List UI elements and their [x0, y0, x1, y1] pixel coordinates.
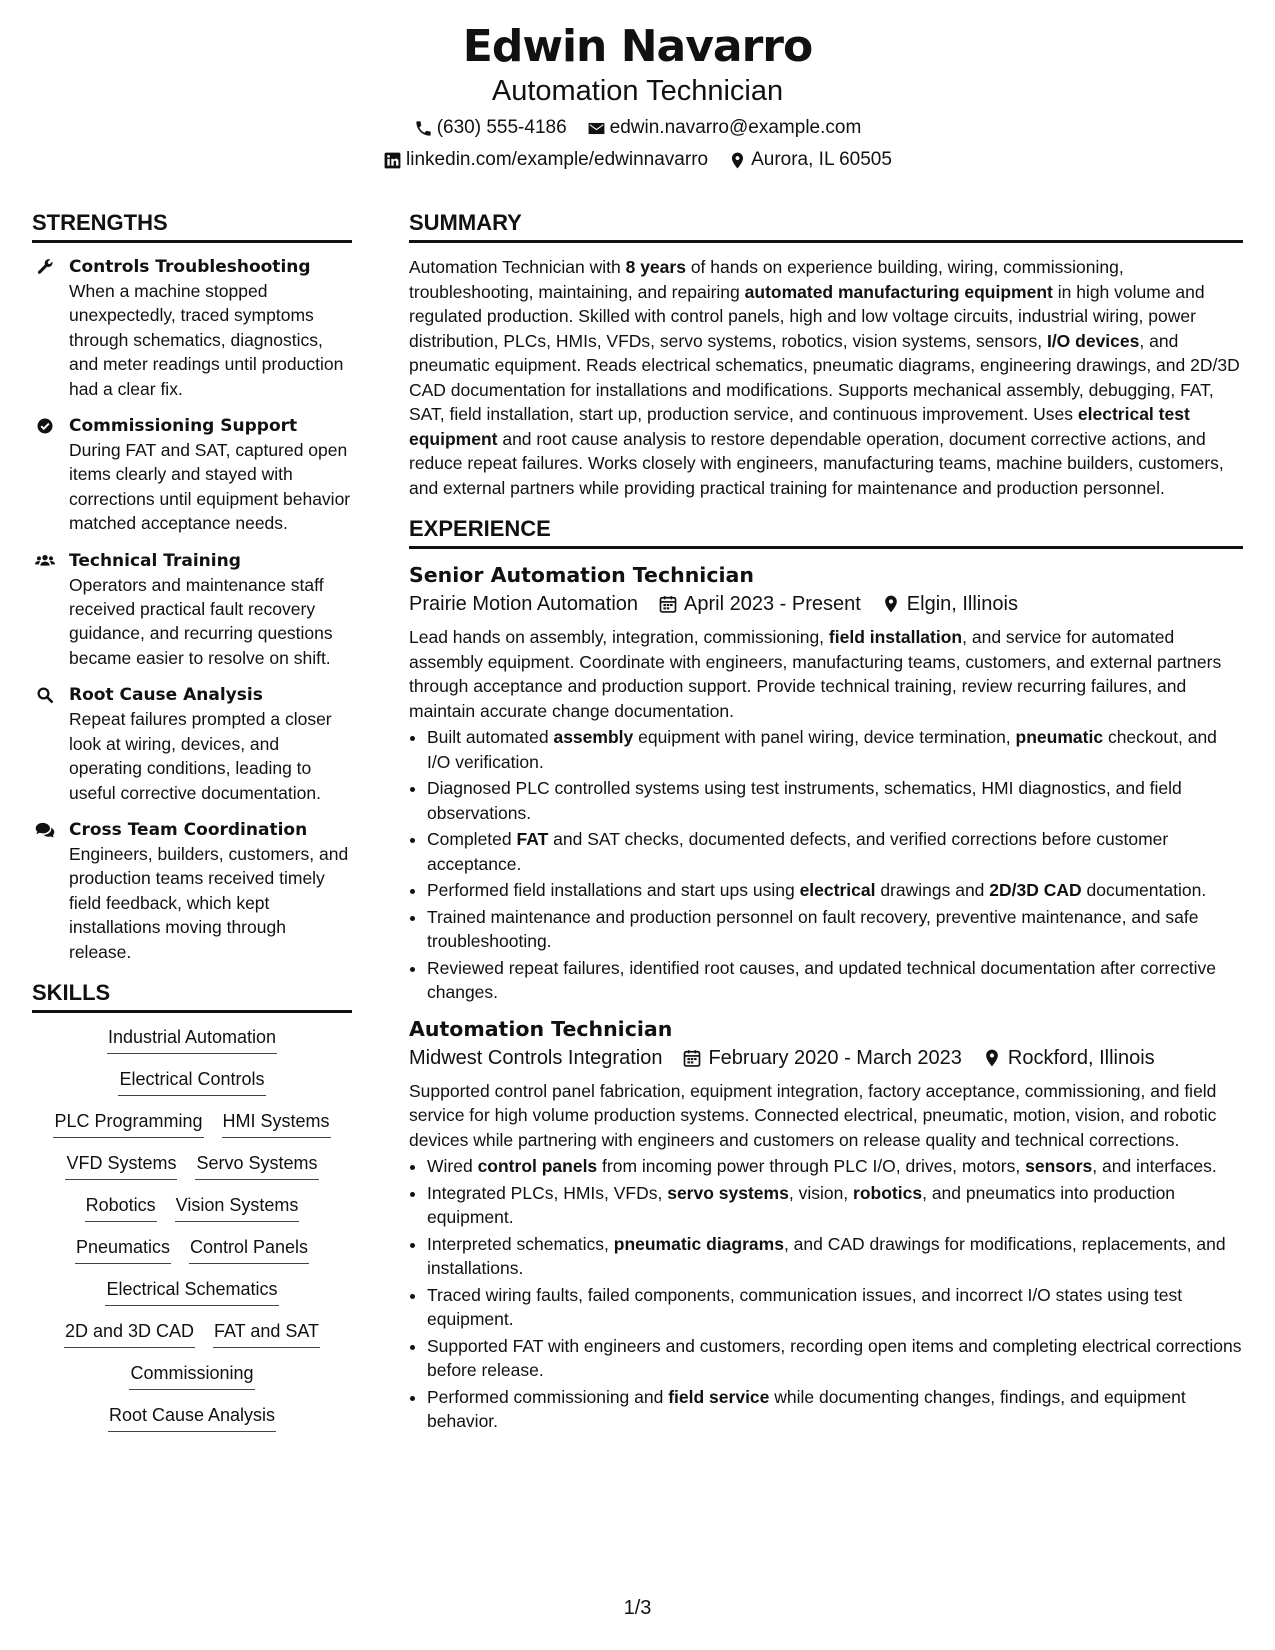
search-icon	[35, 686, 55, 704]
strength-desc: Operators and maintenance staff received practical fault recovery guidance, and recurring questions became easier to resolve on shift.	[69, 574, 333, 668]
skill-tag: Vision Systems	[175, 1193, 300, 1222]
skill-tag: Robotics	[85, 1193, 157, 1222]
candidate-name: Edwin Navarro	[462, 21, 813, 72]
job-meta	[409, 589, 1243, 619]
page-number: 1/3	[623, 1597, 652, 1619]
strength-title: Controls Troubleshooting	[69, 257, 311, 277]
skill-tag: FAT and SAT	[213, 1319, 320, 1348]
strength-item	[32, 549, 352, 671]
strength-title: Technical Training	[69, 550, 241, 571]
job-company: Midwest Controls Integration	[409, 1046, 663, 1069]
calendar-icon	[682, 1048, 702, 1068]
skill-tag: Electrical Schematics	[105, 1277, 278, 1306]
map-pin-icon	[728, 151, 747, 170]
wrench-icon	[35, 258, 55, 276]
job-bullet: • Reviewed repeat failures, identified root causes, and updated technical documentation after corrective changes.	[427, 956, 1243, 1005]
strength-desc: Engineers, builders, customers, and production teams received timely field feedback, which kept installations moving through release.	[69, 843, 349, 962]
skill-tag: PLC Programming	[53, 1109, 203, 1138]
job-bullet: • Performed commissioning and field service while documenting changes, findings, and equipment behavior.	[427, 1385, 1243, 1434]
strengths-title: STRENGTHS	[32, 208, 352, 243]
job-description: Supported control panel fabrication, equipment integration, factory acceptance, commissioning, and field service for high volume production systems. Connected electrical, pneumatic, motion, vision, and robotic devices while partnering with engineers and customers on release quality and technical corrections.	[409, 1080, 1217, 1150]
job-bullet: • Supported FAT with engineers and customers, recording open items and completing electrical corrections before release.	[427, 1334, 1243, 1383]
job-bullet: • Performed field installations and start ups using electrical drawings and 2D/3D CAD documentation.	[427, 878, 1243, 903]
job-company: Prairie Motion Automation	[409, 593, 639, 615]
job-entry	[409, 1015, 1243, 1434]
strength-item	[32, 414, 352, 536]
check-circle-icon	[35, 417, 55, 435]
job-bullet: • Completed FAT and SAT checks, documented defects, and verified corrections before customer acceptance.	[427, 827, 1243, 876]
phone-text: (630) 555-4186	[436, 117, 567, 138]
job-location: Rockford, Illinois	[1007, 1046, 1155, 1069]
candidate-role: Automation Technician	[491, 75, 784, 107]
skill-tag: Servo Systems	[195, 1151, 318, 1180]
strength-item	[32, 818, 352, 964]
linkedin-contact[interactable]	[383, 148, 708, 172]
experience-title: EXPERIENCE	[409, 514, 1243, 549]
resume-header	[0, 20, 1275, 172]
strength-item	[32, 255, 352, 401]
skills-title: SKILLS	[32, 978, 352, 1013]
skill-tag: Control Panels	[189, 1235, 309, 1264]
job-bullets	[409, 725, 1243, 1005]
skill-tag: Root Cause Analysis	[108, 1403, 276, 1432]
skill-tag: Commissioning	[129, 1361, 254, 1390]
skill-tag: 2D and 3D CAD	[64, 1319, 195, 1348]
right-column	[409, 208, 1243, 1436]
strength-title: Cross Team Coordination	[69, 819, 308, 840]
strength-desc: Repeat failures prompted a closer look at wiring, devices, and operating conditions, leading to useful corrective documentation.	[69, 709, 332, 803]
job-dates: February 2020 - March 2023	[708, 1046, 962, 1069]
job-description: Lead hands on assembly, integration, commissioning, field installation, and service for automated assembly equipment. Coordinate with engineers, manufacturing teams, customers, and external partners through acceptance and production support. Provide technical training, review recurring failures, and maintain accurate change documentation.	[409, 627, 1222, 721]
linkedin-icon	[383, 151, 402, 170]
skill-tag: Pneumatics	[75, 1235, 171, 1264]
strength-title: Commissioning Support	[69, 416, 298, 437]
strength-desc: During FAT and SAT, captured open items clearly and stayed with corrections until equipment behavior matched acceptance needs.	[69, 440, 351, 534]
job-location: Elgin, Illinois	[906, 593, 1018, 615]
job-bullet: • Traced wiring faults, failed components, communication issues, and incorrect I/O states using test equipment.	[427, 1283, 1243, 1332]
job-bullet: • Built automated assembly equipment with panel wiring, device termination, pneumatic checkout, and I/O verification.	[427, 725, 1243, 774]
job-entry	[409, 561, 1243, 1005]
job-bullet: • Diagnosed PLC controlled systems using test instruments, schematics, HMI diagnostics, and field observations.	[427, 776, 1243, 825]
job-dates: April 2023 - Present	[684, 593, 861, 615]
strength-title: Root Cause Analysis	[69, 685, 263, 706]
skill-tag: VFD Systems	[65, 1151, 177, 1180]
email-text: edwin.navarro@example.com	[609, 117, 862, 138]
job-bullet: • Trained maintenance and production personnel on fault recovery, preventive maintenance, and safe troubleshooting.	[427, 905, 1243, 954]
contact-line-1	[0, 116, 1275, 140]
skill-tag: Electrical Controls	[118, 1067, 265, 1096]
users-icon	[35, 552, 55, 570]
left-column	[32, 208, 352, 1445]
phone-contact[interactable]	[414, 116, 567, 140]
job-meta	[409, 1043, 1243, 1073]
job-bullets	[409, 1154, 1243, 1434]
location-contact	[728, 148, 892, 172]
phone-icon	[414, 119, 433, 138]
map-pin-icon	[881, 594, 901, 614]
location-text: Aurora, IL 60505	[751, 149, 892, 170]
calendar-icon	[658, 594, 678, 614]
skill-tag: HMI Systems	[222, 1109, 331, 1138]
job-bullet: • Wired control panels from incoming power through PLC I/O, drives, motors, sensors, and interfaces.	[427, 1154, 1243, 1179]
email-contact[interactable]	[587, 116, 862, 140]
job-bullet: • Integrated PLCs, HMIs, VFDs, servo systems, vision, robotics, and pneumatics into production equipment.	[427, 1181, 1243, 1230]
chat-icon	[35, 821, 55, 839]
job-bullet: • Interpreted schematics, pneumatic diagrams, and CAD drawings for modifications, replacements, and installations.	[427, 1232, 1243, 1281]
linkedin-text: linkedin.com/example/edwinnavarro	[406, 149, 709, 170]
summary-text: Automation Technician with 8 years of hands on experience building, wiring, commissioning, troubleshooting, maintaining, and repairing automated manufacturing equipment in high volume and regulated production. Skilled with control panels, high and low voltage circuits, industrial wiring, power distribution, PLCs, HMIs, VFDs, servo systems, robotics, vision systems, sensors, I/O devices, and pneumatic equipment. Reads electrical schematics, pneumatic diagrams, engineering drawings, and 2D/3D CAD documentation for installations and modifications. Supports mechanical assembly, debugging, FAT, SAT, field installation, start up, production service, and continuous improvement. Uses electrical test equipment and root cause analysis to restore dependable operation, document corrective actions, and reduce repeat failures. Works closely with engineers, manufacturing teams, machine builders, customers, and external partners while providing practical training for maintenance and production personnel.	[409, 257, 1240, 498]
envelope-icon	[587, 119, 606, 138]
contact-line-2	[0, 148, 1275, 172]
skill-tag: Industrial Automation	[107, 1025, 277, 1054]
summary-title: SUMMARY	[409, 208, 1243, 243]
job-title: Senior Automation Technician	[409, 563, 754, 587]
strength-item	[32, 683, 352, 805]
map-pin-icon	[982, 1048, 1002, 1068]
strength-desc: When a machine stopped unexpectedly, traced symptoms through schematics, diagnostics, and meter readings until production had a clear fix.	[69, 281, 344, 399]
job-title: Automation Technician	[409, 1016, 673, 1041]
